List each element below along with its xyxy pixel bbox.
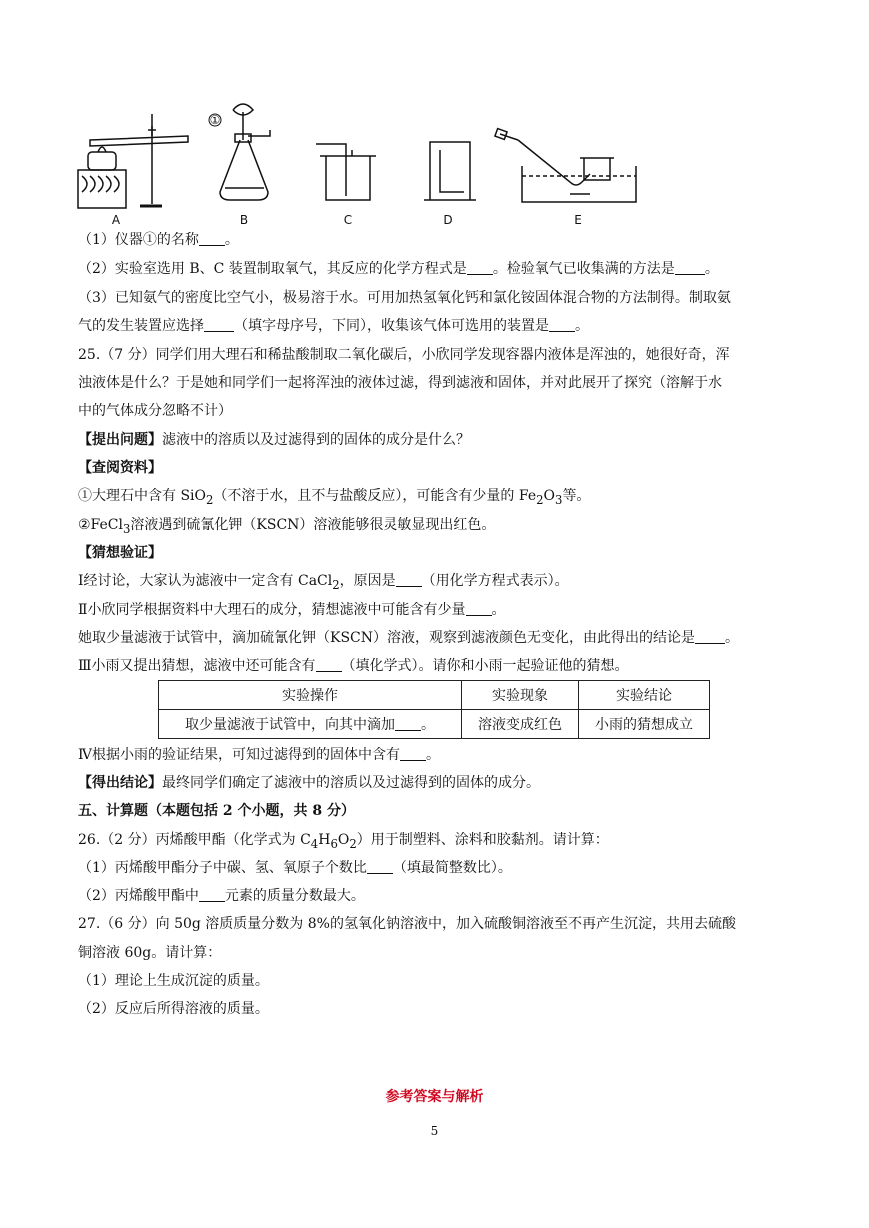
q27-line1: 27.（6 分）向 50g 溶质质量分数为 8%的氢氧化钠溶液中，加入硫酸铜溶液至不再产生沉淀，共用去硫酸 bbox=[78, 916, 736, 932]
subscript: 2 bbox=[206, 492, 214, 507]
q25-reference-heading bbox=[78, 458, 798, 478]
guess5-text: Ⅳ根据小雨的验证结果，可知过滤得到的固体中含有 bbox=[78, 747, 400, 763]
table-header: 实验操作 bbox=[159, 681, 462, 710]
subscript: 2 bbox=[349, 836, 357, 851]
q25-reference-1 bbox=[78, 486, 798, 510]
q27-part1: （1）理论上生成沉淀的质量。 bbox=[78, 973, 269, 989]
figure-label-b: B bbox=[239, 213, 249, 227]
operation-text: 取少量滤液于试管中，向其中滴加 bbox=[185, 717, 395, 733]
answer-section-title: 参考答案与解析 bbox=[385, 1089, 484, 1105]
answer-blank[interactable] bbox=[395, 716, 421, 731]
marker-one: ① bbox=[209, 113, 221, 127]
guess1-text: Ⅰ经讨论，大家认为滤液中一定含有 CaCl bbox=[78, 573, 333, 589]
q26-part1-end: （填最简整数比）。 bbox=[392, 860, 512, 876]
subscript: 3 bbox=[122, 521, 131, 536]
answer-blank[interactable] bbox=[367, 859, 393, 874]
q24-part1 bbox=[78, 230, 798, 250]
q25-guess-3 bbox=[78, 656, 798, 676]
table-cell-operation bbox=[159, 710, 462, 739]
q26-part2-text: （2）丙烯酸甲酯中 bbox=[78, 888, 199, 904]
page-number: 5 bbox=[430, 1124, 439, 1138]
table-header: 实验结论 bbox=[579, 681, 710, 710]
apparatus-e bbox=[495, 129, 636, 202]
answer-blank[interactable] bbox=[316, 657, 342, 672]
q24-part2-text-b: 。检验氧气已收集满的方法是 bbox=[492, 261, 675, 277]
answer-blank[interactable] bbox=[400, 746, 426, 761]
apparatus-c bbox=[316, 144, 376, 200]
q27-line2: 铜溶液 60g。请计算： bbox=[78, 945, 222, 961]
operation-end: 。 bbox=[421, 717, 435, 733]
q24-part3-end: 。 bbox=[575, 318, 589, 334]
table-header: 实验现象 bbox=[462, 681, 579, 710]
answer-blank[interactable] bbox=[695, 629, 725, 644]
table-row bbox=[159, 710, 710, 739]
heading-hypothesis: 【猜想验证】 bbox=[78, 545, 162, 561]
experiment-table bbox=[158, 680, 710, 739]
q24-part3-text-c: （填字母序号，下同），收集该气体可选用的装置是 bbox=[234, 318, 549, 334]
q25-guess-2 bbox=[78, 600, 798, 620]
q26-line1 bbox=[78, 830, 798, 854]
q25-guess-1 bbox=[78, 571, 798, 595]
guess3-text: 她取少量滤液于试管中，滴加硫氰化钾（KSCN）溶液，观察到滤液颜色无变化，由此得出的结论是 bbox=[78, 630, 696, 646]
subscript: 3 bbox=[555, 492, 563, 507]
q25-conclusion bbox=[78, 773, 798, 793]
guess1-text-b: ，原因是 bbox=[339, 573, 396, 589]
q24-part3-line2 bbox=[78, 316, 798, 336]
figure-label-a: A bbox=[111, 213, 121, 227]
q25-reference-2 bbox=[78, 515, 798, 539]
conclusion-text: 最终同学们确定了滤液中的溶质以及过滤得到的固体的成分。 bbox=[162, 775, 540, 791]
subscript: 2 bbox=[332, 577, 340, 592]
q26-part2-end: 元素的质量分数最大。 bbox=[224, 888, 365, 904]
subscript: 2 bbox=[536, 492, 544, 507]
table-cell-phenomenon: 溶液变成红色 bbox=[462, 710, 579, 739]
q25-question bbox=[78, 430, 798, 450]
q25-guess-4 bbox=[78, 745, 798, 765]
answer-blank[interactable] bbox=[396, 572, 422, 587]
ref2-text: ②FeCl bbox=[78, 517, 123, 533]
answer-blank[interactable] bbox=[466, 601, 492, 616]
q26-text-d: ）用于制塑料、涂料和胶黏剂。请计算： bbox=[356, 832, 609, 848]
heading-question: 【提出问题】 bbox=[78, 432, 162, 448]
guess2-text: Ⅱ小欣同学根据资料中大理石的成分，猜想滤液中可能含有少量 bbox=[78, 602, 466, 618]
apparatus-figure bbox=[70, 100, 650, 228]
section-title: 五、计算题（本题包括 2 个小题，共 8 分） bbox=[78, 803, 355, 819]
q26-text-c: O bbox=[337, 832, 350, 848]
q24-part3-line1 bbox=[78, 288, 798, 308]
q24-part1-end: 。 bbox=[224, 232, 239, 248]
guess3-end: 。 bbox=[725, 630, 740, 646]
heading-conclusion: 【得出结论】 bbox=[78, 775, 162, 791]
figure-label-c: C bbox=[343, 213, 353, 227]
apparatus-d bbox=[424, 142, 476, 200]
subscript: 4 bbox=[310, 836, 319, 851]
apparatus-b bbox=[220, 104, 270, 200]
apparatus-a bbox=[78, 114, 188, 208]
guess1-text-c: （用化学方程式表示）。 bbox=[421, 573, 569, 589]
q24-part3-text-b: 气的发生装置应选择 bbox=[78, 318, 204, 334]
q26-part1-text: （1）丙烯酸甲酯分子中碳、氢、氧原子个数比 bbox=[78, 860, 367, 876]
q26-text-b: H bbox=[318, 832, 331, 848]
table-header-row bbox=[159, 681, 710, 710]
heading-reference: 【查阅资料】 bbox=[78, 460, 162, 476]
ref1-text-b: （不溶于水，且不与盐酸反应），可能含有少量的 Fe bbox=[213, 488, 537, 504]
answer-blank[interactable] bbox=[204, 317, 234, 332]
ref1-text-c: O bbox=[543, 488, 556, 504]
q25-line3: 中的气体成分忽略不计） bbox=[78, 403, 232, 419]
q25-line1: 25.（7 分）同学们用大理石和稀盐酸制取二氧化碳后，小欣同学发现容器内液体是浑浊的，她很好奇，浑 bbox=[78, 347, 730, 363]
q26-part2 bbox=[78, 886, 798, 906]
q24-part2-end: 。 bbox=[704, 261, 719, 277]
q24-part2-text: （2）实验室选用 B、C 装置制取氧气，其反应的化学方程式是 bbox=[78, 261, 467, 277]
q24-part1-text: （1）仪器①的名称 bbox=[78, 232, 199, 248]
answer-blank[interactable] bbox=[675, 260, 705, 275]
table-cell-conclusion: 小雨的猜想成立 bbox=[579, 710, 710, 739]
figure-label-e: E bbox=[574, 213, 582, 227]
question-text: 滤液中的溶质以及过滤得到的固体的成分是什么？ bbox=[162, 432, 470, 448]
ref1-text-d: 等。 bbox=[562, 488, 591, 504]
guess4-text-b: （填化学式）。请你和小雨一起验证他的猜想。 bbox=[341, 658, 629, 674]
q25-guess-2-result bbox=[78, 628, 798, 648]
q25-line2: 浊液体是什么？于是她和同学们一起将浑浊的液体过滤，得到滤液和固体，并对此展开了探究（溶解于水 bbox=[78, 375, 722, 391]
q25-hypothesis-heading bbox=[78, 543, 798, 563]
answer-blank[interactable] bbox=[467, 260, 493, 275]
q24-part3-text: （3）已知氨气的密度比空气小，极易溶于水。可用加热氢氧化钙和氯化铵固体混合物的方法制得。制取氨 bbox=[78, 290, 731, 306]
answer-blank[interactable] bbox=[549, 317, 575, 332]
figure-label-d: D bbox=[443, 213, 453, 227]
ref2-text-b: 溶液遇到硫氰化钾（KSCN）溶液能够很灵敏显现出红色。 bbox=[130, 517, 496, 533]
q26-text: 26.（2 分）丙烯酸甲酯（化学式为 C bbox=[78, 832, 311, 848]
subscript: 6 bbox=[330, 836, 338, 851]
guess2-end: 。 bbox=[491, 602, 506, 618]
guess5-end: 。 bbox=[426, 747, 440, 763]
q24-part2 bbox=[78, 259, 798, 279]
q26-part1 bbox=[78, 858, 798, 878]
answer-blank[interactable] bbox=[199, 887, 225, 902]
q27-part2: （2）反应后所得溶液的质量。 bbox=[78, 1001, 269, 1017]
guess4-text: Ⅲ小雨又提出猜想，滤液中还可能含有 bbox=[78, 658, 316, 674]
ref1-text: ①大理石中含有 SiO bbox=[78, 488, 206, 504]
answer-blank[interactable] bbox=[199, 231, 225, 246]
